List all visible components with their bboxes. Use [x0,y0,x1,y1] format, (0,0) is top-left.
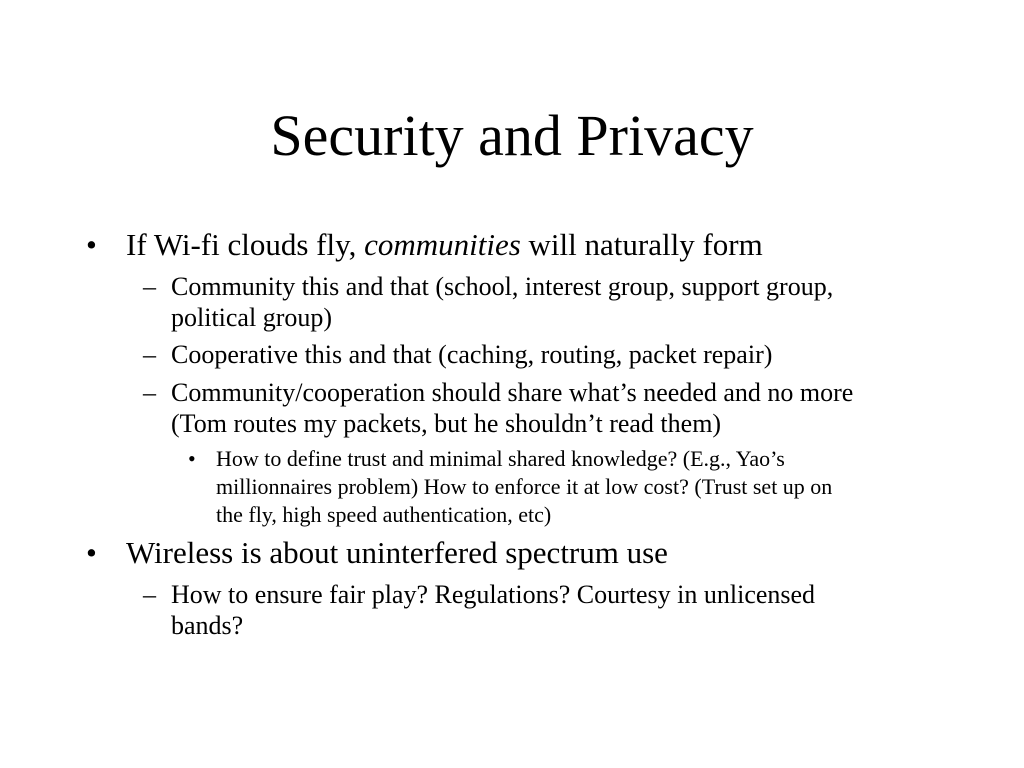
bullet-item [86,535,668,570]
bullet-marker-icon: • [86,227,97,262]
dash-marker-icon: – [143,580,156,609]
sub-sub-bullet-line: millionnaires problem) How to enforce it at low cost? (Trust set up on [216,474,833,499]
dash-marker-icon: – [143,272,156,301]
sub-sub-bullet-line: How to define trust and minimal shared knowledge? (E.g., Yao’s [216,446,785,471]
bullet-marker-icon: • [86,535,97,570]
sub-bullet-item [143,271,834,333]
bullet-text-emphasis: communities [364,227,521,262]
dash-marker-icon: – [143,378,156,407]
slide-title: Security and Privacy [270,103,754,168]
sub-bullet-line: (Tom routes my packets, but he shouldn’t read them) [171,409,722,438]
sub-bullet-item [143,339,773,370]
bullet-text-start: If Wi-fi clouds fly, [126,227,365,262]
sub-bullet-line: political group) [171,303,333,332]
bullet-text [126,228,763,262]
sub-bullet-item [143,579,816,641]
bullet-marker-icon: • [188,446,196,471]
sub-bullet-line: bands? [171,611,244,640]
bullet-item [86,227,763,262]
bullet-text: Wireless is about uninterfered spectrum use [126,535,668,570]
sub-bullet-line: Community/cooperation should share what’s needed and no more [171,378,854,407]
dash-marker-icon: – [143,340,156,369]
sub-sub-bullet-line: the fly, high speed authentication, etc) [216,502,552,527]
sub-bullet-line: Community this and that (school, interest group, support group, [171,272,834,301]
sub-sub-bullet-item [188,445,833,529]
sub-bullet-line: Cooperative this and that (caching, routing, packet repair) [171,340,773,369]
bullet-text-end: will naturally form [520,227,763,262]
sub-bullet-item [143,377,854,439]
sub-bullet-line: How to ensure fair play? Regulations? Courtesy in unlicensed [171,580,816,609]
